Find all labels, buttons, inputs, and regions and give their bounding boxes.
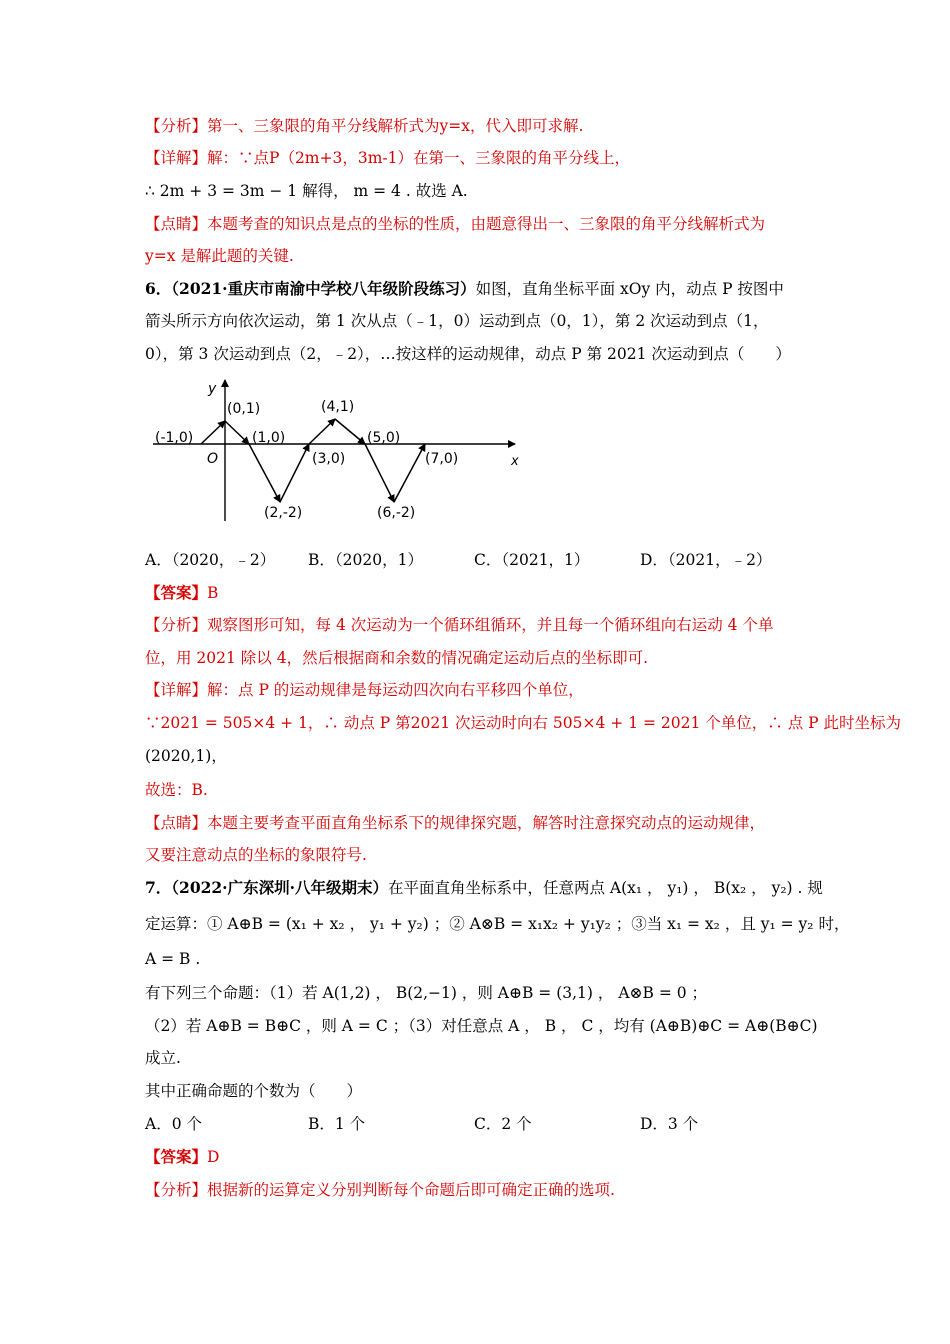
- q5-comment-line2: y=x 是解此题的关键.: [145, 247, 294, 265]
- q6-option-c: C．（2021，1）: [474, 551, 590, 569]
- origin-label: O: [207, 451, 219, 467]
- q7-stem-line2: 定运算：① A⊕B = (x₁ + x₂ ， y₁ + y₂) ；② A⊗B = x₁x₂ + y₁y₂ ；③当 x₁ = x₂ ，且 y₁ = y₂ 时，: [145, 915, 850, 933]
- q7-stem-line3: A = B .: [145, 950, 201, 968]
- q7-stem-line7: 其中正确命题的个数为（ ）: [145, 1082, 363, 1100]
- q6-option-d: D．（2021，﹣2）: [640, 551, 772, 569]
- y-axis-label: y: [208, 381, 217, 397]
- motion-path-figure: [145, 375, 520, 525]
- point-label: (1,0): [252, 430, 286, 446]
- q6-analysis-line2: 位，用 2021 除以 4，然后根据商和余数的情况确定运动后点的坐标即可.: [145, 649, 649, 667]
- point-label: (2,-2): [264, 505, 303, 521]
- point-label: (-1,0): [155, 430, 194, 446]
- q7-stem-line5: （2）若 A⊕B = B⊕C ，则 A = C ；（3）对任意点 A ， B ， C ，均有 (A⊕B)⊕C = A⊕(B⊕C): [145, 1017, 818, 1035]
- q6-detail-line2: ∵2021 = 505×4 + 1，∴ 动点 P 第2021 次运动时向右 505×4 + 1 = 2021 个单位，∴ 点 P 此时坐标为: [145, 714, 901, 732]
- q6-detail-line3: (2020,1)，: [145, 747, 227, 765]
- q5-analysis: 【分析】第一、三象限的角平分线解析式为y=x，代入即可求解.: [145, 117, 584, 135]
- q6-comment-line2: 又要注意动点的坐标的象限符号.: [145, 846, 367, 864]
- q7-option-b: B．1 个: [308, 1115, 366, 1133]
- q7-option-d: D．3 个: [640, 1115, 699, 1133]
- x-axis-label: x: [511, 454, 519, 469]
- q6-analysis-line1: 【分析】观察图形可知，每 4 次运动为一个循环组循环，并且每一个循环组向右运动 4 个单: [145, 616, 774, 634]
- q6-stem-line2: 箭头所示方向依次运动，第 1 次从点（﹣1，0）运动到点（0，1），第 2 次运动到点（1，: [145, 312, 769, 330]
- q6-comment-line1: 【点睛】本题主要考查平面直角坐标系下的规律探究题，解答时注意探究动点的运动规律，: [145, 814, 766, 832]
- q7-option-a: A．0 个: [145, 1115, 202, 1133]
- point-label: (5,0): [367, 430, 401, 446]
- point-label: (6,-2): [377, 505, 416, 521]
- q7-stem-line1: 7．（2022·广东深圳·八年级期末）在平面直角坐标系中，任意两点 A(x₁ ， y₁) ， B(x₂ ， y₂) . 规: [145, 878, 823, 897]
- q5-comment-line1: 【点睛】本题考查的知识点是点的坐标的性质，由题意得出一、三象限的角平分线解析式为: [145, 215, 766, 233]
- q7-stem-line4: 有下列三个命题：（1）若 A(1,2) ， B(2,−1) ，则 A⊕B = (3,1) ， A⊗B = 0 ；: [145, 984, 708, 1002]
- q7-option-c: C．2 个: [474, 1115, 532, 1133]
- point-label: (3,0): [312, 451, 346, 467]
- q5-detail-line1: 【详解】解：∵点P（2m+3，3m-1）在第一、三象限的角平分线上，: [145, 149, 631, 167]
- q6-detail-line1: 【详解】解：点 P 的运动规律是每运动四次向右平移四个单位，: [145, 681, 584, 699]
- q6-stem-line1: 6．（2021·重庆市南渝中学校八年级阶段练习）如图，直角坐标平面 xOy 内，动点 P 按图中: [145, 279, 784, 298]
- q6-answer: 【答案】B: [145, 583, 219, 602]
- q6-option-a: A．（2020，﹣2）: [145, 551, 276, 569]
- point-labels: [155, 399, 458, 521]
- q6-detail-line4: 故选：B.: [145, 781, 208, 799]
- q5-detail-line2: ∴ 2m + 3 = 3m − 1 解得， m = 4 . 故选 A.: [145, 182, 468, 200]
- q7-answer: 【答案】D: [145, 1147, 220, 1166]
- q6-option-b: B．（2020，1）: [308, 551, 423, 569]
- point-label: (4,1): [321, 399, 355, 415]
- q6-stem-line3: 0），第 3 次运动到点（2，﹣2），…按这样的运动规律，动点 P 第 2021 次运动到点（ ）: [145, 345, 791, 363]
- point-label: (0,1): [227, 401, 261, 417]
- point-label: (7,0): [425, 451, 459, 467]
- q7-stem-line6: 成立.: [145, 1049, 181, 1067]
- q7-analysis: 【分析】根据新的运算定义分别判断每个命题后即可确定正确的选项.: [145, 1181, 615, 1199]
